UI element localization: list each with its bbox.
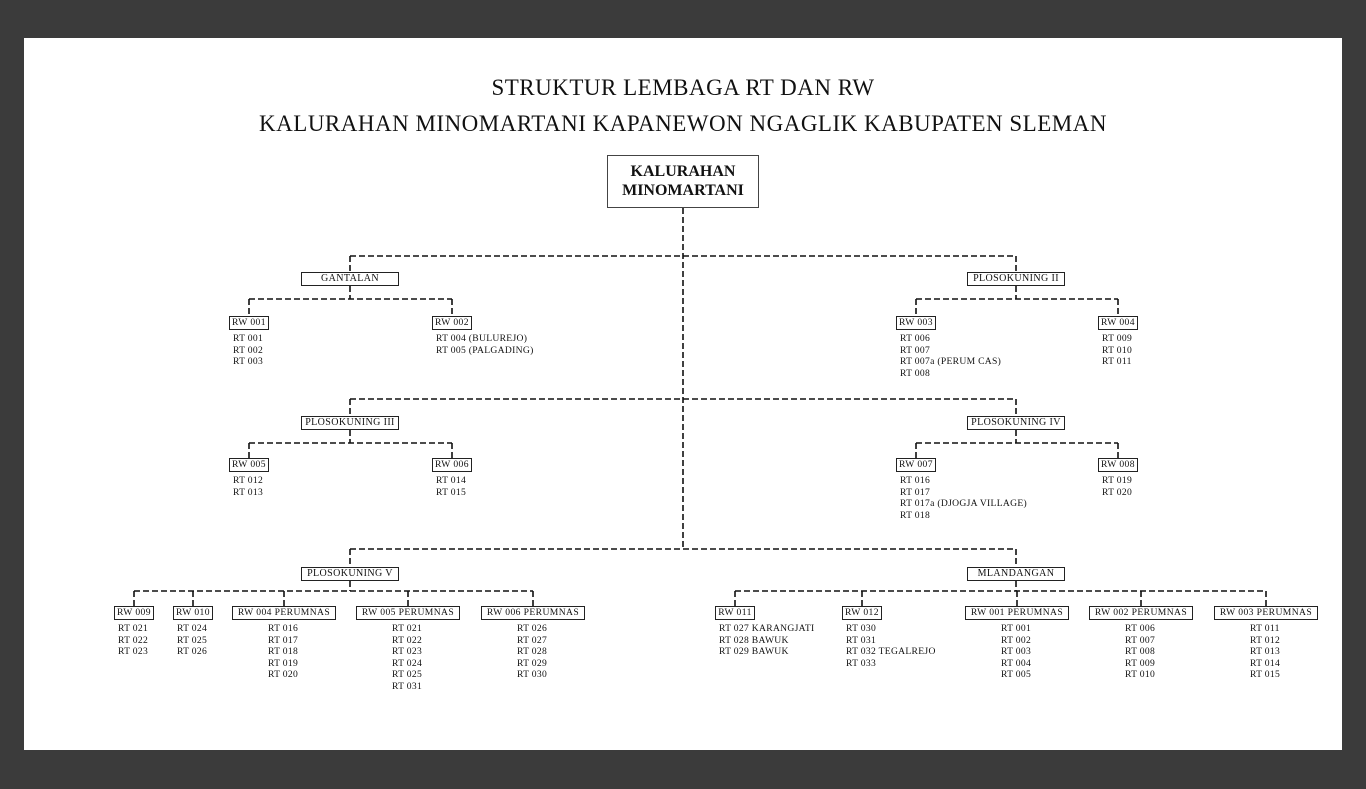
rt-item: RT 027 KARANGJATI <box>719 623 815 634</box>
padukuhan-node: GANTALAN <box>301 272 399 286</box>
rt-item: RT 032 TEGALREJO <box>846 646 936 658</box>
rt-item: RT 013 <box>233 486 264 498</box>
rw-node: RW 004 PERUMNAS <box>232 606 336 620</box>
rw-node: RW 009 <box>114 606 154 620</box>
padukuhan-node: PLOSOKUNING II <box>967 272 1065 286</box>
rw-node: RW 002 <box>432 316 472 330</box>
rt-item: RT 010 <box>1102 344 1133 356</box>
rt-item: RT 021 <box>392 623 423 634</box>
rt-list <box>233 333 263 368</box>
rt-item: RT 023 <box>392 646 423 658</box>
rt-item: RT 014 <box>1250 657 1281 669</box>
rt-list <box>1001 623 1031 681</box>
rt-item: RT 027 <box>517 634 548 646</box>
rt-item: RT 017 <box>900 486 931 498</box>
rt-list <box>1102 333 1132 368</box>
chart-subtitle: KALURAHAN MINOMARTANI KAPANEWON NGAGLIK KABUPATEN SLEMAN <box>259 111 1107 136</box>
rt-item: RT 030 <box>846 623 877 634</box>
rt-item: RT 020 <box>1102 486 1133 498</box>
rt-item: RT 009 <box>1125 657 1156 669</box>
rw-node: RW 006 <box>432 458 472 472</box>
rt-list <box>268 623 298 681</box>
root-node-line1: KALURAHAN <box>630 163 736 180</box>
rt-item: RT 028 <box>517 646 548 658</box>
rt-item: RT 013 <box>1250 646 1281 658</box>
rt-item: RT 014 <box>436 475 467 486</box>
rt-item: RT 010 <box>1125 669 1156 681</box>
rt-item: RT 019 <box>1102 475 1133 486</box>
rt-item: RT 006 <box>1125 623 1156 634</box>
rt-item: RT 003 <box>1001 646 1032 658</box>
rt-item: RT 022 <box>392 634 423 646</box>
rt-list <box>436 333 534 356</box>
rt-item: RT 001 <box>233 333 264 344</box>
padukuhan-node: MLANDANGAN <box>967 567 1065 581</box>
rt-list <box>1102 475 1132 498</box>
rt-item: RT 002 <box>233 344 264 356</box>
padukuhan-node: PLOSOKUNING IV <box>967 416 1065 430</box>
rt-item: RT 007 <box>900 344 931 356</box>
rt-list <box>177 623 207 658</box>
rt-item: RT 015 <box>436 486 467 498</box>
rt-item: RT 017a (DJOGJA VILLAGE) <box>900 498 1027 510</box>
rw-node: RW 010 <box>173 606 213 620</box>
root-node-kalurahan <box>607 155 759 208</box>
chart-title: STRUKTUR LEMBAGA RT DAN RW <box>491 75 875 100</box>
root-node-line2: MINOMARTANI <box>622 182 744 199</box>
rt-item: RT 009 <box>1102 333 1133 344</box>
rt-item: RT 011 <box>1102 356 1132 368</box>
rt-item: RT 001 <box>1001 623 1032 634</box>
rt-item: RT 023 <box>118 646 149 658</box>
rt-list <box>233 475 263 498</box>
rt-item: RT 005 <box>1001 669 1032 681</box>
rt-item: RT 017 <box>268 634 299 646</box>
rw-node: RW 005 PERUMNAS <box>356 606 460 620</box>
padukuhan-node: PLOSOKUNING V <box>301 567 399 581</box>
rt-list <box>1125 623 1155 681</box>
rt-item: RT 021 <box>118 623 149 634</box>
rt-list <box>517 623 547 681</box>
rt-item: RT 018 <box>268 646 299 658</box>
rt-item: RT 030 <box>517 669 548 681</box>
rw-node: RW 001 <box>229 316 269 330</box>
rt-item: RT 029 <box>517 657 548 669</box>
rt-item: RT 005 (PALGADING) <box>436 344 534 356</box>
rt-item: RT 033 <box>846 657 877 669</box>
rw-node: RW 006 PERUMNAS <box>481 606 585 620</box>
rt-list <box>118 623 148 658</box>
rt-item: RT 022 <box>118 634 149 646</box>
rt-item: RT 025 <box>177 634 208 646</box>
rt-list <box>1250 623 1280 681</box>
rt-item: RT 031 <box>392 680 423 692</box>
rt-item: RT 012 <box>1250 634 1281 646</box>
rt-item: RT 016 <box>268 623 299 634</box>
rt-item: RT 026 <box>177 646 208 658</box>
rt-item: RT 029 BAWUK <box>719 646 789 658</box>
rw-node: RW 001 PERUMNAS <box>965 606 1069 620</box>
rt-item: RT 004 (BULUREJO) <box>436 333 528 344</box>
rt-item: RT 025 <box>392 669 423 681</box>
rt-list <box>392 623 422 693</box>
rt-item: RT 002 <box>1001 634 1032 646</box>
rt-item: RT 004 <box>1001 657 1032 669</box>
rw-node: RW 003 <box>896 316 936 330</box>
rw-node: RW 008 <box>1098 458 1138 472</box>
rt-item: RT 008 <box>900 367 931 379</box>
rw-node: RW 005 <box>229 458 269 472</box>
rw-node: RW 012 <box>842 606 882 620</box>
rt-item: RT 031 <box>846 634 877 646</box>
rt-item: RT 020 <box>268 669 299 681</box>
rw-node: RW 003 PERUMNAS <box>1214 606 1318 620</box>
rt-item: RT 024 <box>177 623 208 634</box>
rt-item: RT 026 <box>517 623 548 634</box>
padukuhan-node: PLOSOKUNING III <box>301 416 399 430</box>
rt-list <box>436 475 466 498</box>
rw-node: RW 002 PERUMNAS <box>1089 606 1193 620</box>
rt-item: RT 006 <box>900 333 931 344</box>
rt-list <box>900 475 1027 521</box>
rt-item: RT 028 BAWUK <box>719 634 789 646</box>
rw-node: RW 007 <box>896 458 936 472</box>
rt-item: RT 015 <box>1250 669 1281 681</box>
rt-list <box>846 623 936 669</box>
rt-item: RT 012 <box>233 475 264 486</box>
rt-item: RT 016 <box>900 475 931 486</box>
rt-item: RT 003 <box>233 356 264 368</box>
rt-list <box>719 623 815 658</box>
rt-item: RT 024 <box>392 657 423 669</box>
rt-item: RT 011 <box>1250 623 1280 634</box>
rt-item: RT 019 <box>268 657 299 669</box>
rt-list <box>900 333 1001 379</box>
rt-item: RT 008 <box>1125 646 1156 658</box>
rt-item: RT 007a (PERUM CAS) <box>900 356 1002 368</box>
rw-node: RW 011 <box>715 606 755 620</box>
rt-item: RT 018 <box>900 509 931 521</box>
rw-node: RW 004 <box>1098 316 1138 330</box>
rt-item: RT 007 <box>1125 634 1156 646</box>
